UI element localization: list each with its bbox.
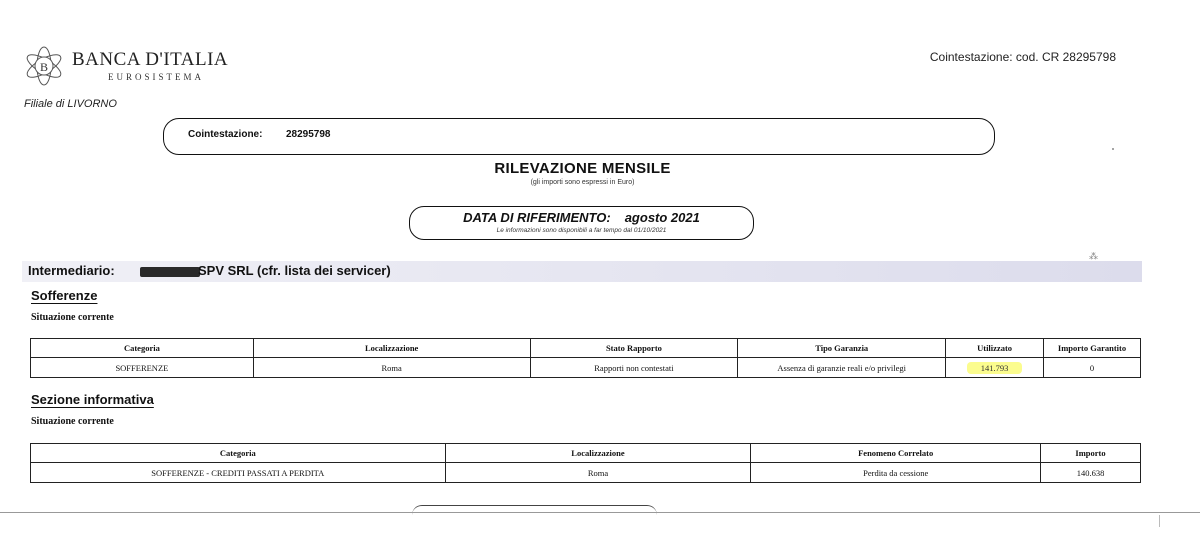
table-header-row (31, 339, 1141, 358)
col-header-categoria: Categoria (31, 444, 446, 463)
situazione-label-informativa: Situazione corrente (31, 416, 114, 427)
cointestazione-code: Cointestazione: cod. CR 28295798 (929, 50, 1116, 64)
section-title-informativa: Sezione informativa (31, 392, 154, 407)
cell-localizzazione: Roma (253, 358, 530, 378)
table-header-row (31, 444, 1141, 463)
redacted-name (140, 267, 200, 277)
cell-fenomeno-correlato: Perdita da cessione (751, 463, 1041, 483)
scan-speck (1112, 148, 1114, 150)
scan-edge-mark (1159, 515, 1160, 527)
cell-stato-rapporto: Rapporti non contestati (530, 358, 738, 378)
col-header-importo-garantito: Importo Garantito (1044, 339, 1141, 358)
cell-localizzazione: Roma (445, 463, 751, 483)
cell-categoria: SOFFERENZE (31, 358, 254, 378)
section-title-sofferenze: Sofferenze (31, 288, 98, 303)
cointestazione-label: Cointestazione: (188, 129, 263, 140)
reference-date-line (410, 210, 753, 225)
bank-subtitle: EUROSISTEMA (108, 72, 205, 82)
col-header-tipo-garanzia: Tipo Garanzia (738, 339, 946, 358)
intermediario-label: Intermediario: (28, 263, 115, 278)
highlighted-amount: 141.793 (967, 362, 1023, 374)
sofferenze-table (30, 338, 1141, 378)
cointestazione-box (163, 118, 995, 155)
report-title: RILEVAZIONE MENSILE (494, 160, 671, 177)
col-header-importo: Importo (1041, 444, 1141, 463)
svg-text:B: B (39, 60, 49, 74)
cell-importo-garantito: 0 (1044, 358, 1141, 378)
reference-date-label: DATA DI RIFERIMENTO: (463, 210, 611, 225)
intermediario-value: SPV SRL (cfr. lista dei servicer) (198, 263, 391, 278)
table-row (31, 358, 1141, 378)
col-header-fenomeno-correlato: Fenomeno Correlato (751, 444, 1041, 463)
page-edge-rule (0, 512, 1200, 513)
col-header-categoria: Categoria (31, 339, 254, 358)
bank-name: BANCA D'ITALIA (72, 49, 229, 70)
cointestazione-value: 28295798 (286, 129, 331, 140)
situazione-label-sofferenze: Situazione corrente (31, 312, 114, 323)
cell-tipo-garanzia: Assenza di garanzie reali e/o privilegi (738, 358, 946, 378)
report-subtitle: (gli importi sono espressi in Euro) (530, 179, 635, 186)
cell-importo: 140.638 (1041, 463, 1141, 483)
cell-utilizzato (946, 358, 1044, 378)
reference-date-box (409, 206, 754, 240)
informativa-table (30, 443, 1141, 483)
col-header-utilizzato: Utilizzato (946, 339, 1044, 358)
branch-name: Filiale di LIVORNO (24, 98, 117, 110)
col-header-stato-rapporto: Stato Rapporto (530, 339, 738, 358)
bank-logo (22, 44, 262, 94)
cell-categoria: SOFFERENZE - CREDITI PASSATI A PERDITA (31, 463, 446, 483)
bank-seal-icon (22, 44, 66, 88)
table-row (31, 463, 1141, 483)
intermediario-band (22, 261, 1142, 282)
scan-mark: ⁂ (1089, 251, 1098, 261)
reference-date-value: agosto 2021 (624, 210, 700, 225)
col-header-localizzazione: Localizzazione (253, 339, 530, 358)
col-header-localizzazione: Localizzazione (445, 444, 751, 463)
reference-date-note: Le informazioni sono disponibili a far tempo dal 01/10/2021 (496, 227, 667, 234)
next-box-edge (412, 505, 657, 515)
